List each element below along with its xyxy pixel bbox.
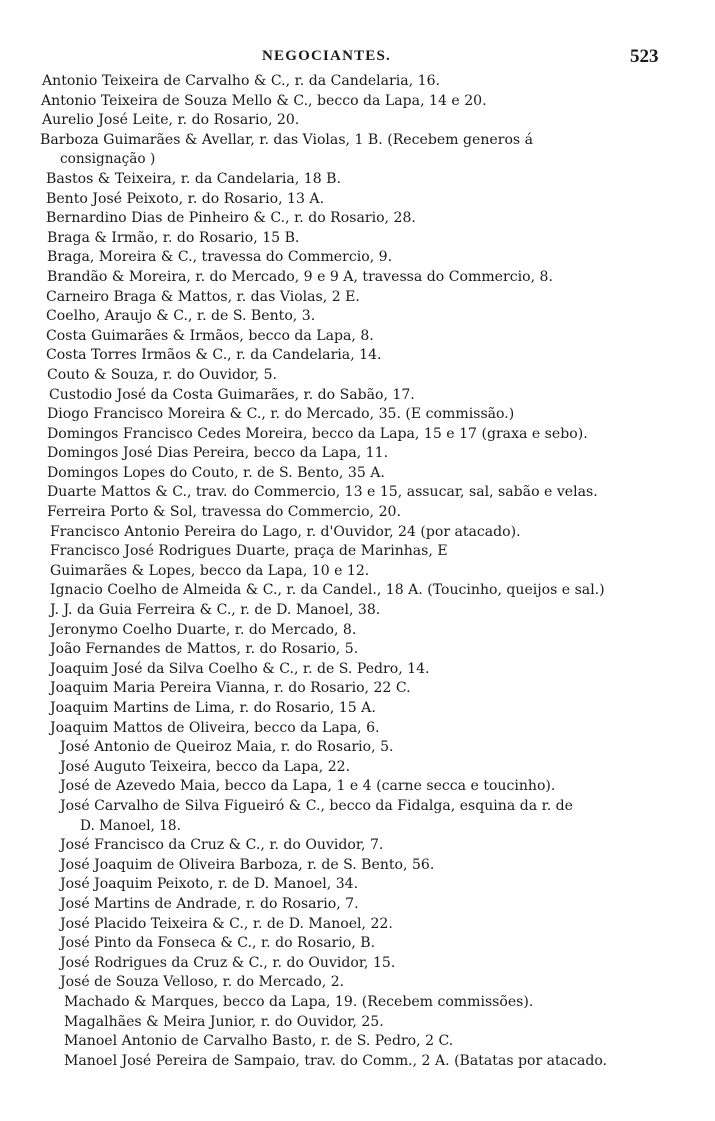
merchant-entry-text: Brandão & Moreira, r. do Mercado, 9 e 9 A, travessa do Commercio, 8.: [47, 268, 553, 285]
merchant-entry: [60, 934, 715, 954]
merchant-entry: [47, 366, 715, 386]
page-number: 523: [630, 46, 659, 67]
merchant-entry-text: Joaquim Maria Pereira Vianna, r. do Rosario, 22 C.: [50, 680, 411, 697]
merchant-entry-text: José Placido Teixeira & C., r. de D. Manoel, 22.: [60, 915, 393, 932]
merchant-entry-text: Diogo Francisco Moreira & C., r. do Mercado, 35. (E commissão.): [47, 406, 515, 423]
merchant-entry-text: J. J. da Guia Ferreira & C., r. de D. Manoel, 38.: [50, 602, 381, 619]
merchant-entry-text: José Martins de Andrade, r. do Rosario, 7.: [60, 895, 359, 912]
merchant-entry: [46, 346, 715, 366]
merchant-entry-text: José Carvalho de Silva Figueiró & C., becco da Fidalga, esquina da r. de: [60, 797, 574, 814]
merchant-entry: [46, 209, 715, 229]
merchant-entry-text: José de Azevedo Maia, becco da Lapa, 1 e 4 (carne secca e toucinho).: [60, 778, 556, 795]
merchant-entry: [60, 875, 715, 895]
merchant-entry: [50, 542, 715, 562]
merchant-entry-text: Couto & Souza, r. do Ouvidor, 5.: [47, 366, 278, 383]
merchant-entry-text: Braga, Moreira & C., travessa do Commercio, 9.: [47, 249, 393, 266]
merchant-entry-text: José Joaquim de Oliveira Barboza, r. de S. Bento, 56.: [60, 856, 435, 873]
merchant-entry-text: Bernardino Dias de Pinheiro & C., r. do Rosario, 28.: [46, 210, 416, 227]
merchant-entry-text: Francisco Antonio Pereira do Lago, r. d'Ouvidor, 24 (por atacado).: [50, 523, 521, 540]
merchant-entry: [60, 797, 715, 836]
merchant-entry: [47, 268, 715, 288]
merchant-entry: [60, 758, 715, 778]
merchant-entry-text: José Rodrigues da Cruz & C., r. do Ouvidor, 15.: [60, 954, 396, 971]
page-header: [0, 46, 715, 72]
merchant-entry-text: Joaquim José da Silva Coelho & C., r. de S. Pedro, 14.: [50, 660, 430, 677]
merchant-entry: [60, 973, 715, 993]
merchant-entry: [50, 699, 715, 719]
merchant-entry: [46, 190, 715, 210]
merchant-entry: [64, 993, 715, 1013]
merchant-entry-text: Jeronymo Coelho Duarte, r. do Mercado, 8.: [50, 621, 357, 638]
merchant-entry-text: José Pinto da Fonseca & C., r. do Rosario, B.: [60, 935, 376, 952]
merchant-entry-text: Barboza Guimarães & Avellar, r. das Violas, 1 B. (Recebem generos á: [40, 131, 534, 148]
merchant-entry: [50, 640, 715, 660]
merchant-entry: [60, 777, 715, 797]
merchant-entry-text: José Auguto Teixeira, becco da Lapa, 22.: [60, 758, 351, 775]
merchant-entry-text: José Joaquim Peixoto, r. de D. Manoel, 34.: [60, 876, 359, 893]
merchant-entry: [47, 248, 715, 268]
merchant-entry: [47, 444, 715, 464]
merchant-entry: [41, 92, 715, 112]
merchant-list: [0, 72, 715, 1071]
merchant-entry-text: Joaquim Mattos de Oliveira, becco da Lapa, 6.: [50, 719, 380, 736]
merchant-entry: [60, 954, 715, 974]
merchant-entry: [47, 503, 715, 523]
merchant-entry-text: Ignacio Coelho de Almeida & C., r. da Candel., 18 A. (Toucinho, queijos e sal.): [50, 582, 605, 599]
merchant-entry: [60, 915, 715, 935]
merchant-entry-text: Aurelio José Leite, r. do Rosario, 20.: [42, 112, 300, 129]
merchant-entry-text: Coelho, Araujo & C., r. de S. Bento, 3.: [46, 308, 316, 325]
merchant-entry-text: Domingos Francisco Cedes Moreira, becco da Lapa, 15 e 17 (graxa e sebo).: [47, 425, 588, 442]
merchant-entry-text: Bento José Peixoto, r. do Rosario, 13 A.: [46, 190, 325, 207]
merchant-entry: [47, 405, 715, 425]
merchant-entry: [50, 660, 715, 680]
merchant-entry-text: José de Souza Velloso, r. do Mercado, 2.: [60, 974, 345, 991]
merchant-entry: [60, 856, 715, 876]
merchant-entry: [46, 170, 715, 190]
merchant-entry: [50, 581, 715, 601]
merchant-entry: [47, 229, 715, 249]
merchant-entry-continuation: consignação ): [60, 151, 156, 168]
merchant-entry-text: Domingos Lopes do Couto, r. de S. Bento, 35 A.: [47, 464, 385, 481]
merchant-entry: [50, 719, 715, 739]
merchant-entry-text: Magalhães & Meira Junior, r. do Ouvidor, 25.: [64, 1013, 384, 1030]
merchant-entry: [50, 601, 715, 621]
merchant-entry-continuation: D. Manoel, 18.: [80, 817, 181, 834]
merchant-entry-text: José Antonio de Queiroz Maia, r. do Rosario, 5.: [60, 739, 394, 756]
merchant-entry: [64, 1032, 715, 1052]
merchant-entry-text: Guimarães & Lopes, becco da Lapa, 10 e 12.: [50, 562, 370, 579]
page-title: NEGOCIANTES.: [262, 48, 392, 64]
merchant-entry: [50, 621, 715, 641]
merchant-entry: [46, 307, 715, 327]
merchant-entry: [46, 288, 715, 308]
merchant-entry-text: Costa Guimarães & Irmãos, becco da Lapa, 8.: [46, 327, 374, 344]
merchant-entry-text: Bastos & Teixeira, r. da Candelaria, 18 B.: [46, 170, 341, 187]
merchant-entry: [42, 72, 715, 92]
merchant-entry-text: Francisco José Rodrigues Duarte, praça de Marinhas, E: [50, 543, 448, 560]
merchant-entry-text: Joaquim Martins de Lima, r. do Rosario, 15 A.: [50, 700, 376, 716]
merchant-entry-text: Manoel Antonio de Carvalho Basto, r. de S. Pedro, 2 C.: [64, 1033, 454, 1050]
merchant-entry-text: João Fernandes de Mattos, r. do Rosario, 5.: [50, 641, 359, 658]
merchant-entry-text: Antonio Teixeira de Souza Mello & C., becco da Lapa, 14 e 20.: [41, 92, 487, 109]
merchant-entry-text: Braga & Irmão, r. do Rosario, 15 B.: [47, 229, 300, 246]
merchant-entry: [47, 483, 715, 503]
merchant-entry: [60, 836, 715, 856]
merchant-entry-text: Ferreira Porto & Sol, travessa do Commercio, 20.: [47, 504, 401, 521]
merchant-entry: [64, 1052, 715, 1072]
merchant-entry-text: Antonio Teixeira de Carvalho & C., r. da Candelaria, 16.: [42, 73, 441, 89]
merchant-entry: [46, 327, 715, 347]
merchant-entry: [42, 111, 715, 131]
merchant-entry: [50, 562, 715, 582]
merchant-entry: [40, 131, 715, 170]
merchant-entry-text: Duarte Mattos & C., trav. do Commercio, 13 e 15, assucar, sal, sabão e velas.: [47, 484, 598, 501]
merchant-entry: [49, 386, 715, 406]
merchant-entry-text: Manoel José Pereira de Sampaio, trav. do Comm., 2 A. (Batatas por atacado.: [64, 1052, 608, 1069]
merchant-entry-text: José Francisco da Cruz & C., r. do Ouvidor, 7.: [60, 837, 384, 854]
merchant-entry-text: Costa Torres Irmãos & C., r. da Candelaria, 14.: [46, 347, 382, 364]
merchant-entry-text: Domingos José Dias Pereira, becco da Lapa, 11.: [47, 445, 389, 462]
merchant-entry: [64, 1013, 715, 1033]
merchant-entry-text: Carneiro Braga & Mattos, r. das Violas, 2 E.: [46, 288, 360, 305]
merchant-entry: [47, 464, 715, 484]
merchant-entry: [50, 679, 715, 699]
merchant-entry: [60, 895, 715, 915]
merchant-entry: [50, 523, 715, 543]
merchant-entry-text: Machado & Marques, becco da Lapa, 19. (Recebem commissões).: [64, 993, 534, 1010]
merchant-entry-text: Custodio José da Costa Guimarães, r. do Sabão, 17.: [49, 386, 415, 403]
merchant-entry: [47, 425, 715, 445]
merchant-entry: [60, 738, 715, 758]
